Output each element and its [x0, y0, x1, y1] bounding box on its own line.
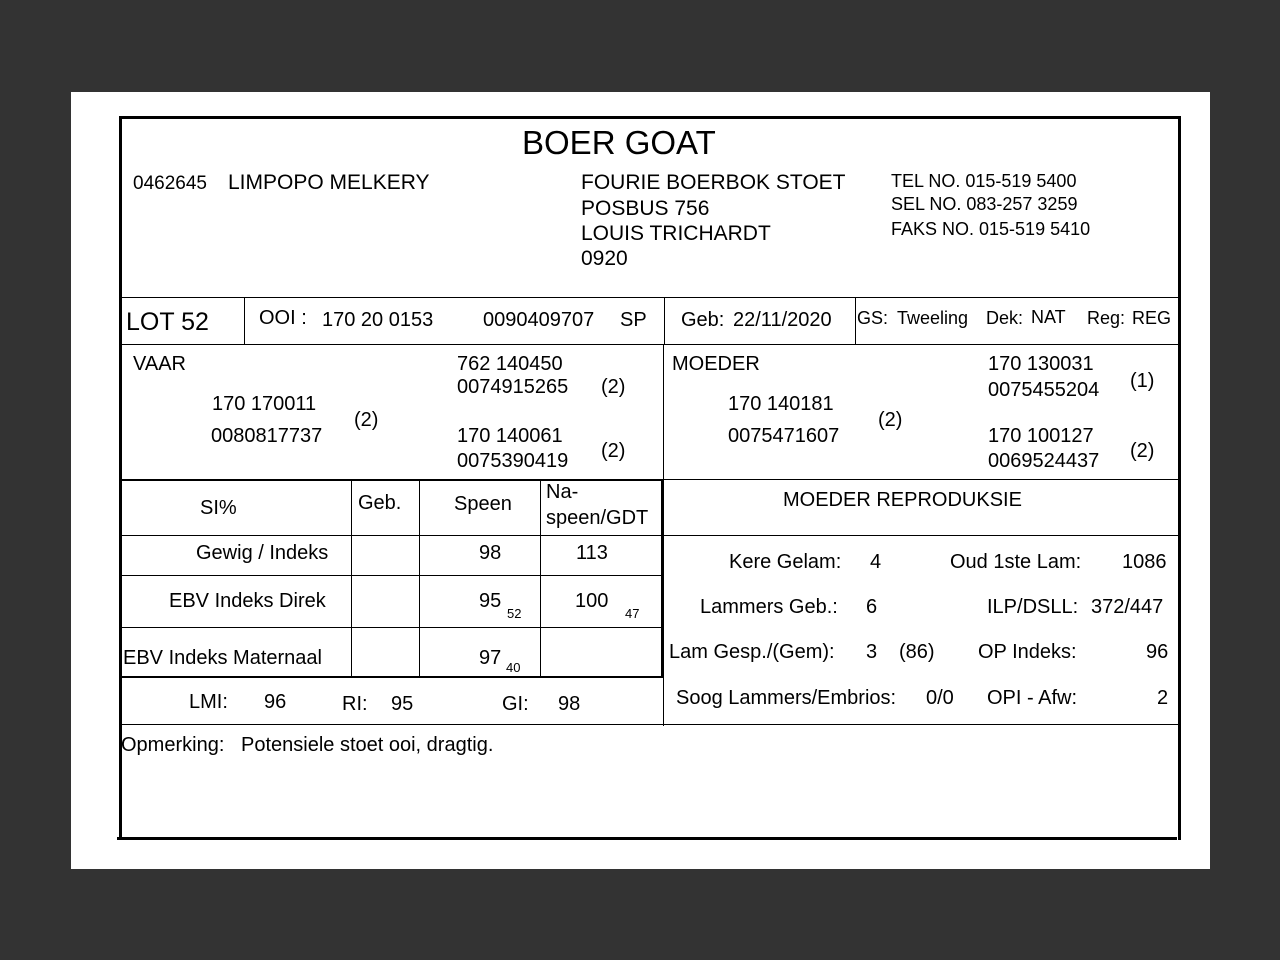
- ooi-reg: 0090409707: [483, 309, 595, 331]
- soog-label: Soog Lammers/Embrios:: [676, 687, 897, 709]
- lmi-label: LMI:: [189, 691, 228, 713]
- row-label: EBV Indeks Direk: [169, 590, 326, 612]
- ri-label: RI:: [342, 693, 368, 715]
- divider: [121, 676, 664, 678]
- col-naspeen: Na-: [546, 481, 579, 503]
- vaar-granddam-reg: 0075390419: [457, 450, 569, 472]
- vaar-grandsire-reg: 0074915265: [457, 376, 569, 398]
- card-left-border: [119, 116, 122, 840]
- row-label: EBV Indeks Maternaal: [123, 647, 322, 669]
- soog-value: 0/0: [926, 687, 954, 709]
- geb-label: Geb:: [681, 309, 725, 331]
- col-speen: Speen: [454, 493, 512, 515]
- cell-subscript: 47: [625, 606, 640, 621]
- contact-line: FAKS NO. 015-519 5410: [891, 219, 1091, 239]
- col-geb: Geb.: [358, 492, 402, 514]
- cell-value: 113: [576, 542, 608, 564]
- card-bottom-border: [117, 837, 1177, 840]
- sire-mult: (2): [354, 409, 379, 431]
- moeder-grandsire-mult: (1): [1130, 370, 1155, 392]
- kere-value: 4: [870, 551, 882, 573]
- gs-value: Tweeling: [897, 308, 969, 328]
- cell-value: 100: [575, 590, 609, 612]
- lammers-label: Lammers Geb.:: [700, 596, 838, 618]
- divider: [855, 297, 856, 344]
- si-label: SI%: [200, 497, 237, 519]
- opi-value: 2: [1157, 687, 1169, 709]
- card-title: BOER GOAT: [522, 124, 716, 161]
- moeder-granddam-reg: 0069524437: [988, 450, 1100, 472]
- moeder-label: MOEDER: [672, 353, 760, 375]
- vaar-grandsire-mult: (2): [601, 376, 626, 398]
- ri-value: 95: [391, 693, 414, 715]
- geb-date: 22/11/2020: [733, 309, 832, 331]
- buyer-code: 0462645: [133, 173, 207, 194]
- gs-label: GS:: [857, 308, 889, 328]
- sire-id: 170 170011: [212, 393, 317, 415]
- reproduksie-title: MOEDER REPRODUKSIE: [783, 489, 1022, 511]
- oud-value: 1086: [1122, 551, 1167, 573]
- lmi-value: 96: [264, 691, 287, 713]
- opi-label: OPI - Afw:: [987, 687, 1078, 709]
- dam-mult: (2): [878, 409, 903, 431]
- cell-subscript: 40: [506, 660, 521, 675]
- reg-value: REG: [1132, 308, 1172, 328]
- kere-label: Kere Gelam:: [729, 551, 842, 573]
- lamgesp-label: Lam Gesp./(Gem):: [669, 641, 835, 663]
- divider: [121, 724, 1179, 725]
- buyer-name: LIMPOPO MELKERY: [228, 171, 430, 194]
- divider: [121, 575, 663, 576]
- dam-reg: 0075471607: [728, 425, 840, 447]
- breeder-line: 0920: [581, 247, 628, 270]
- ilp-label: ILP/DSLL:: [987, 596, 1079, 618]
- dek-value: NAT: [1031, 307, 1066, 327]
- cell-value: 97: [479, 647, 502, 669]
- vaar-granddam-id: 170 140061: [457, 425, 563, 447]
- divider: [121, 535, 663, 536]
- contact-line: SEL NO. 083-257 3259: [891, 194, 1078, 214]
- contact-line: TEL NO. 015-519 5400: [891, 171, 1077, 191]
- dam-id: 170 140181: [728, 393, 834, 415]
- card-top-border: [119, 116, 1181, 119]
- divider: [244, 297, 245, 344]
- divider: [351, 481, 352, 676]
- moeder-granddam-id: 170 100127: [988, 425, 1094, 447]
- reg-label: Reg:: [1087, 308, 1126, 328]
- oud-label: Oud 1ste Lam:: [950, 551, 1082, 573]
- divider: [661, 481, 663, 678]
- gi-label: GI:: [502, 693, 529, 715]
- ooi-label: OOI :: [259, 307, 307, 329]
- moeder-grandsire-reg: 0075455204: [988, 379, 1100, 401]
- divider: [540, 481, 541, 676]
- divider: [664, 535, 1179, 536]
- vaar-granddam-mult: (2): [601, 440, 626, 462]
- sire-reg: 0080817737: [211, 425, 323, 447]
- remarks-label: Opmerking:: [121, 734, 225, 756]
- op-value: 96: [1146, 641, 1169, 663]
- op-label: OP Indeks:: [978, 641, 1077, 663]
- row-label: Gewig / Indeks: [196, 542, 329, 564]
- divider: [664, 479, 1179, 480]
- ilp-value: 372/447: [1091, 596, 1164, 618]
- ooi-id: 170 20 0153: [322, 309, 434, 331]
- lamgesp-value: 3: [866, 641, 878, 663]
- cell-value: 95: [479, 590, 502, 612]
- divider: [419, 481, 420, 676]
- breeder-line: POSBUS 756: [581, 197, 710, 220]
- moeder-granddam-mult: (2): [1130, 440, 1155, 462]
- divider: [121, 479, 664, 481]
- remarks-text: Potensiele stoet ooi, dragtig.: [241, 734, 494, 756]
- lammers-value: 6: [866, 596, 878, 618]
- divider: [121, 344, 1179, 345]
- moeder-grandsire-id: 170 130031: [988, 353, 1094, 375]
- lot-label: LOT 52: [126, 308, 209, 336]
- card-right-border: [1178, 116, 1181, 840]
- gi-value: 98: [558, 693, 581, 715]
- divider: [121, 297, 1179, 298]
- dek-label: Dek:: [986, 308, 1024, 328]
- ooi-class: SP: [620, 309, 647, 331]
- cell-value: 98: [479, 542, 502, 564]
- breeder-line: FOURIE BOERBOK STOET: [581, 171, 846, 194]
- breeder-line: LOUIS TRICHARDT: [581, 222, 771, 245]
- col-naspeen: speen/GDT: [546, 507, 649, 529]
- cell-subscript: 52: [507, 606, 522, 621]
- lamgesp-gem: (86): [899, 641, 935, 663]
- vaar-grandsire-id: 762 140450: [457, 353, 563, 375]
- divider: [121, 627, 663, 628]
- vaar-label: VAAR: [133, 353, 186, 375]
- divider: [664, 297, 665, 344]
